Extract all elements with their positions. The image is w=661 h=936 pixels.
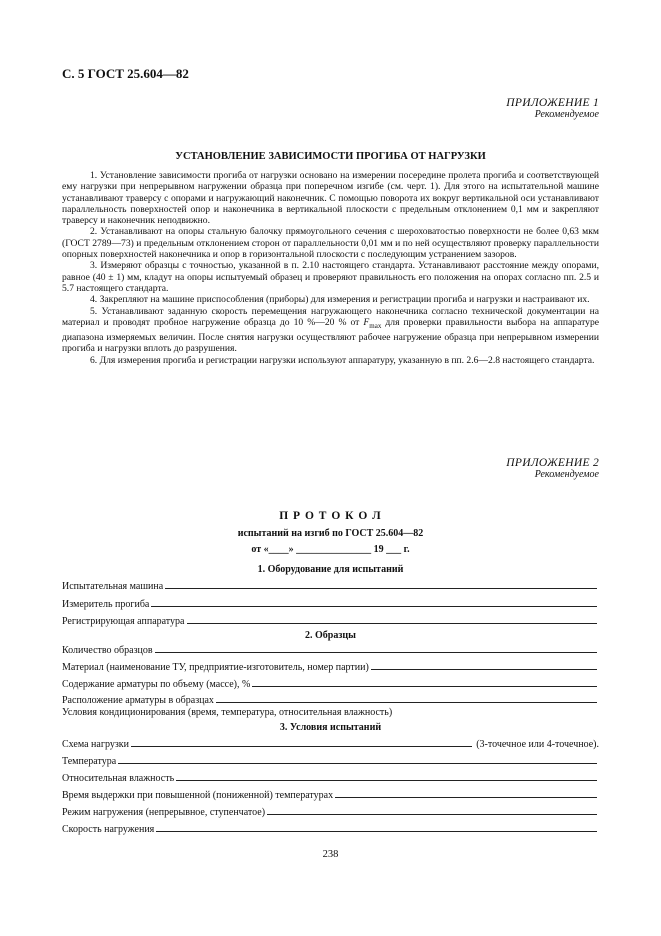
field-material-label: Материал (наименование ТУ, предприятие-изготовитель, номер партии) [62, 662, 369, 673]
appendix-1-subtitle: Рекомендуемое [534, 109, 599, 120]
field-humidity-line[interactable] [176, 780, 597, 781]
f-max-symbol: F [363, 316, 370, 328]
section-title: УСТАНОВЛЕНИЕ ЗАВИСИМОСТИ ПРОГИБА ОТ НАГРУЗКИ [175, 151, 486, 162]
paragraph-5 [62, 306, 599, 355]
paragraph-2: 2. Устанавливают на опоры стальную балочку прямоугольного сечения с шероховатостью поверхности не более 0,63 мкм (ГОСТ 2789—73) и предельным отклонением сторон от параллельности 0,01 мм и по ней осуществляют проверку параллельности опорных поверхностей наконечника и опор в горизонтальной плоскости с последующим устранением зазоров. [62, 226, 599, 261]
field-reinforcement [62, 676, 599, 690]
paragraph-6: 6. Для измерения прогиба и регистрации нагрузки используют аппаратуру, указанную в пп. 2.6—2.8 настоящего стандарта. [90, 354, 595, 366]
field-load-speed-line[interactable] [156, 831, 597, 832]
field-sample-count-line[interactable] [155, 652, 597, 653]
field-reinf-layout-label: Расположение арматуры в образцах [62, 695, 214, 706]
appendix-1-label [506, 97, 599, 120]
section-samples: 2. Образцы [305, 630, 356, 641]
section-equipment: 1. Оборудование для испытаний [257, 564, 404, 575]
page-number: 238 [322, 849, 339, 860]
paragraph-5-text-a: 5. Устанавливают заданную скорость перемещения нагружающего наконечника согласно технической документации на материал и проводят пробное нагружение образца до 10 %—20 % от [62, 305, 599, 328]
field-sample-count [62, 642, 599, 656]
field-reinf-layout [62, 692, 599, 706]
field-load-scheme-line[interactable] [131, 746, 472, 747]
appendix-2-title: ПРИЛОЖЕНИЕ 2 [506, 457, 599, 469]
field-load-speed [62, 821, 599, 835]
field-temperature-label: Температура [62, 756, 117, 767]
appendix-1-title: ПРИЛОЖЕНИЕ 1 [506, 97, 599, 109]
paragraph-3: 3. Измеряют образцы с точностью, указанной в п. 2.10 настоящего стандарта. Устанавливают расстояние между опорами, равное (40 ± 1) мм, кладут на опоры испытуемый образец и проверяют правильность его положения на опорах согласно пп. 2.5 и 5.7 настоящего стандарта. [62, 260, 599, 294]
field-load-scheme [62, 736, 599, 750]
field-machine-line[interactable] [165, 588, 597, 589]
field-load-scheme-suffix: (3-точечное или 4-точечное). [476, 739, 599, 750]
field-exposure-time-line[interactable] [335, 797, 597, 798]
field-reinforcement-label: Содержание арматуры по объему (массе), % [62, 679, 251, 690]
field-deflection-meter-label: Измеритель прогиба [62, 599, 150, 610]
field-material [62, 659, 599, 673]
paragraph-5-text-b: для проверки правильности выбора на аппаратуре диапазона измеряемых величин. После снятия нагрузки осуществляют рабочее нагружение образца при непрерывном измерении прогиба и нагрузки вплоть до разрушения. [62, 316, 599, 355]
field-recorder-label: Регистрирующая аппаратура [62, 616, 185, 627]
field-load-mode [62, 804, 599, 818]
field-temperature [62, 753, 599, 767]
section-conditions: 3. Условия испытаний [279, 722, 382, 733]
field-reinf-layout-line[interactable] [216, 702, 597, 703]
appendix-2-label [506, 457, 599, 480]
field-load-mode-line[interactable] [267, 814, 597, 815]
field-load-speed-label: Скорость нагружения [62, 824, 155, 835]
field-recorder [62, 613, 599, 627]
field-material-line[interactable] [371, 669, 597, 670]
field-humidity [62, 770, 599, 784]
field-exposure-time [62, 787, 599, 801]
field-machine [62, 578, 599, 592]
field-load-scheme-label: Схема нагрузки [62, 739, 129, 750]
paragraph-1: 1. Установление зависимости прогиба от нагрузки основано на измерении посередине пролета прогиба и соответствующей ему нагрузки при непрерывном нагружении образца при поперечном изгибе (см. черт. 1). Для этого на испытательной машине устанавливают траверсу с опорами и нагружающий наконечник. С помощью поворота их вокруг вертикальной оси устанавливают параллельность поверхностей опор и наконечника в вертикальной плоскости с предельным отклонением 0,1 мм и закрепляют траверсу и наконечник неподвижно. [62, 170, 599, 227]
field-temperature-line[interactable] [118, 763, 597, 764]
field-recorder-line[interactable] [187, 623, 598, 624]
field-sample-count-label: Количество образцов [62, 645, 153, 656]
protocol-date: от «____» _______________ 19 ___ г. [251, 544, 410, 555]
paragraph-4: 4. Закрепляют на машине приспособления (приборы) для измерения и регистрации прогиба и нагрузки и настраивают их. [90, 294, 590, 306]
page-header: С. 5 ГОСТ 25.604—82 [62, 66, 189, 81]
body-text [62, 170, 599, 366]
field-deflection-meter-line[interactable] [151, 606, 597, 607]
protocol-subtitle: испытаний на изгиб по ГОСТ 25.604—82 [237, 528, 424, 539]
protocol-title: П Р О Т О К О Л [279, 510, 382, 522]
f-max-subscript: max [369, 321, 382, 330]
field-conditioning: Условия кондиционирования (время, температура, относительная влажность) [62, 707, 393, 718]
appendix-2-subtitle: Рекомендуемое [534, 469, 599, 480]
field-machine-label: Испытательная машина [62, 581, 164, 592]
field-reinforcement-line[interactable] [252, 686, 597, 687]
field-deflection-meter [62, 596, 599, 610]
field-humidity-label: Относительная влажность [62, 773, 175, 784]
field-exposure-time-label: Время выдержки при повышенной (пониженной) температурах [62, 790, 334, 801]
field-load-mode-label: Режим нагружения (непрерывное, ступенчатое) [62, 807, 266, 818]
